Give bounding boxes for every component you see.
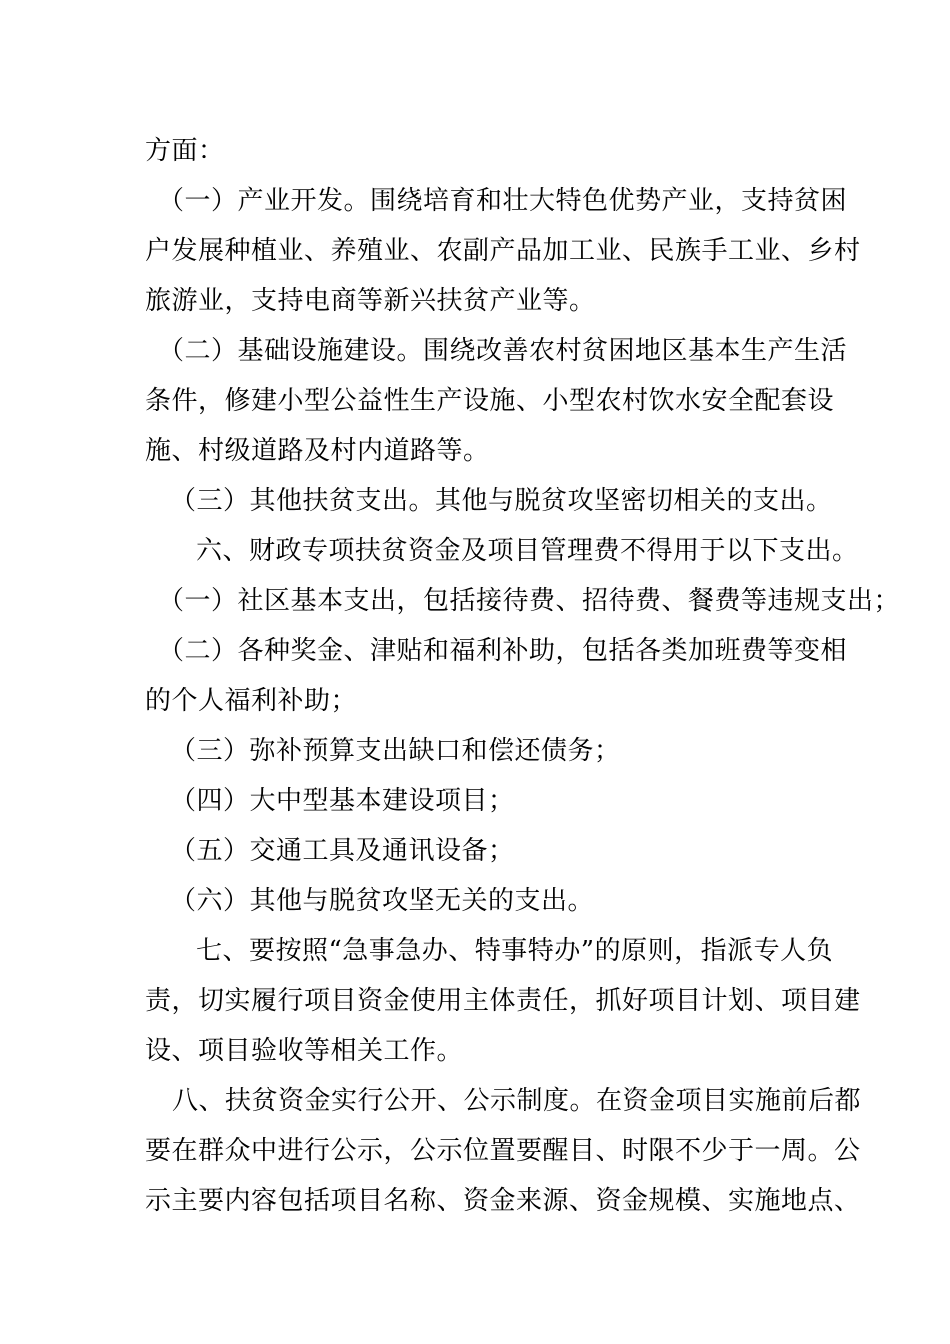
text-line: （六）其他与脱贫攻坚无关的支出。 [170, 886, 595, 916]
text-line: （五）交通工具及通讯设备； [170, 836, 515, 866]
text-line: 施、村级道路及村内道路等。 [145, 436, 490, 466]
text-line: 旅游业，支持电商等新兴扶贫产业等。 [145, 286, 596, 316]
text-line: （三）弥补预算支出缺口和偿还债务； [170, 736, 621, 766]
text-line: 设、项目验收等相关工作。 [145, 1036, 464, 1066]
text-line: （四）大中型基本建设项目； [170, 786, 515, 816]
text-line: 要在群众中进行公示，公示位置要醒目、时限不少于一周。公 [145, 1136, 861, 1166]
text-line: 六、财政专项扶贫资金及项目管理费不得用于以下支出。 [196, 536, 859, 566]
text-line: 户发展种植业、养殖业、农副产品加工业、民族手工业、乡村 [145, 236, 861, 266]
text-line: 方面： [145, 136, 225, 166]
text-line: （二）基础设施建设。围绕改善农村贫困地区基本生产生活 [158, 336, 848, 366]
text-line: （一）社区基本支出，包括接待费、招待费、餐费等违规支出； [158, 586, 901, 616]
text-line: 条件，修建小型公益性生产设施、小型农村饮水安全配套设 [145, 386, 835, 416]
text-line: 示主要内容包括项目名称、资金来源、资金规模、实施地点、 [145, 1186, 861, 1216]
text-line: 七、要按照“急事急办、特事特办”的原则，指派专人负 [196, 936, 834, 966]
text-line: 责，切实履行项目资金使用主体责任，抓好项目计划、项目建 [145, 986, 861, 1016]
text-line: 八、扶贫资金实行公开、公示制度。在资金项目实施前后都 [172, 1086, 862, 1116]
text-line: （一）产业开发。围绕培育和壮大特色优势产业，支持贫困 [158, 186, 848, 216]
text-line: （三）其他扶贫支出。其他与脱贫攻坚密切相关的支出。 [170, 486, 833, 516]
text-line: （二）各种奖金、津贴和福利补助，包括各类加班费等变相 [158, 636, 848, 666]
text-line: 的个人福利补助； [145, 686, 358, 716]
